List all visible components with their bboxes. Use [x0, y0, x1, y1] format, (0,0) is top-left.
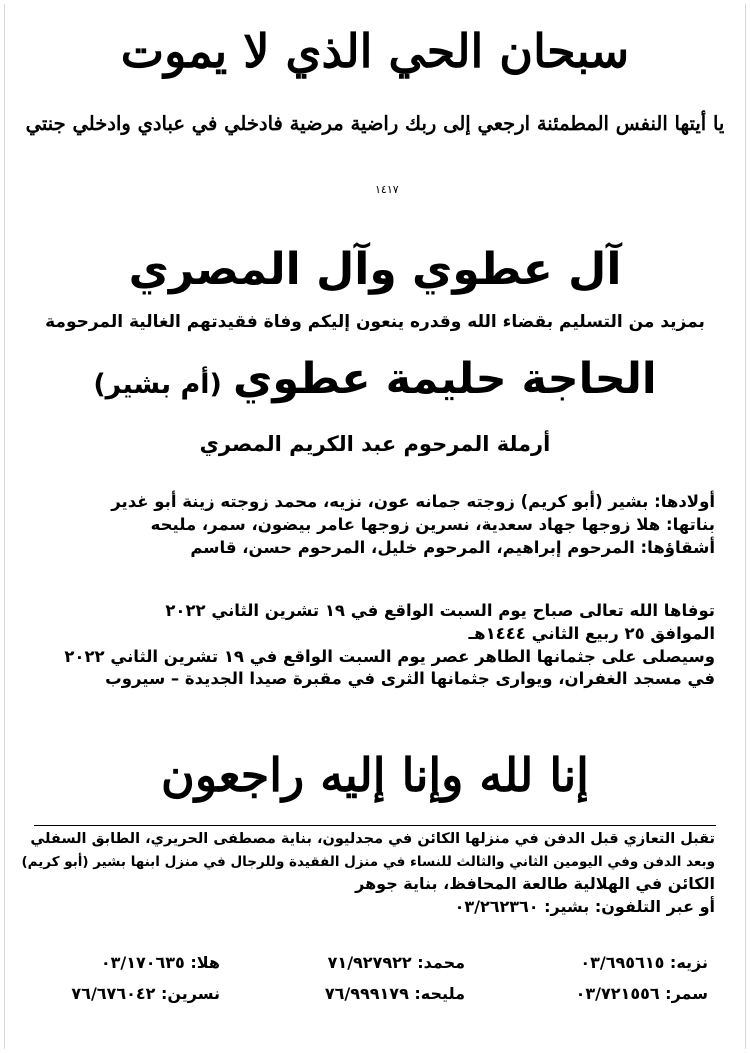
- family-daughters: بناتها: هلا زوجها جهاد سعدية، نسرين زوجها عامر بيضون، سمر، مليحه: [150, 515, 715, 534]
- condolences-address: الكائن في الهلالية طالعة المحافظ، بناية جوهر: [355, 874, 715, 893]
- deceased-nickname: (أم بشير): [93, 369, 222, 400]
- contact-mohammad: محمد: ٧١/٩٢٧٩٢٢: [327, 953, 465, 972]
- family-title: آل عطوي وآل المصري: [128, 244, 622, 295]
- contact-row: [30, 953, 720, 984]
- deceased-name-line: [0, 354, 750, 404]
- contact-maliha: مليحه: ٧٦/٩٩٩١٧٩: [324, 984, 465, 1003]
- family-sons: أولادها: بشير (أبو كريم) زوجته جمانه عون، نزيه، محمد زوجته زينة أبو غدير: [111, 492, 715, 511]
- contact-samar: سمر: ٠٣/٧٢١٥٥٦: [575, 984, 708, 1003]
- calligraphy-date-mark: ١٤١٧: [375, 183, 399, 196]
- death-date-line: توفاها الله تعالى صباح يوم السبت الواقع في ١٩ تشرين الثاني ٢٠٢٢: [165, 601, 715, 620]
- divider-line: [34, 825, 716, 826]
- calligraphy-inna-lillah: إنا لله وإنا إليه راجعون: [161, 748, 589, 802]
- contact-hala: هلا: ٠٣/١٧٠٦٣٥: [100, 953, 220, 972]
- death-details: [20, 600, 715, 690]
- condolences-phone: أو عبر التلفون: بشير: ٠٣/٢٦٢٣٦٠: [454, 896, 715, 916]
- intro-line: بمزيد من التسليم بقضاء الله وقدره ينعون إليكم وفاة فقيدتهم الغالية المرحومة: [45, 312, 705, 332]
- condolences-info: [20, 828, 715, 918]
- contact-numbers: [30, 953, 720, 1015]
- calligraphy-quran-verse: يا أيتها النفس المطمئنة ارجعي إلى ربك راضية مرضية فادخلي في عبادي وادخلي جنتي: [25, 112, 725, 135]
- funeral-prayer-line: وسيصلى على جثمانها الطاهر عصر يوم السبت الواقع في ١٩ تشرين الثاني ٢٠٢٢: [64, 647, 715, 666]
- family-list: [20, 490, 715, 559]
- condolences-before-burial: تقبل التعازي قبل الدفن في منزلها الكائن في مجدليون، بناية مصطفى الحريري، الطابق السفلي: [30, 831, 715, 847]
- contact-row: [30, 984, 720, 1015]
- burial-line: في مسجد الغفران، ويوارى جثمانها الثرى في مقبرة صيدا الجديدة – سيروب: [105, 669, 715, 688]
- hijri-date-line: الموافق ٢٥ ربيع الثاني ١٤٤٤هـ: [468, 624, 715, 643]
- family-siblings: أشقاؤها: المرحوم إبراهيم، المرحوم خليل، المرحوم حسن، قاسم: [190, 538, 715, 557]
- contact-nazih: نزيه: ٠٣/٦٩٥٦١٥: [580, 953, 708, 972]
- condolences-after-burial: وبعد الدفن وفي اليومين الثاني والثالث للنساء في منزل الفقيدة وللرجال في منزل ابنها بشير (أبو كريم): [21, 853, 715, 870]
- calligraphy-subhan: سبحان الحي الذي لا يموت: [120, 24, 630, 78]
- widow-line: أرملة المرحوم عبد الكريم المصري: [199, 432, 551, 456]
- contact-nisreen: نسرين: ٧٦/٦٧٦٠٤٢: [71, 984, 220, 1003]
- deceased-name: الحاجة حليمة عطوي: [232, 354, 657, 404]
